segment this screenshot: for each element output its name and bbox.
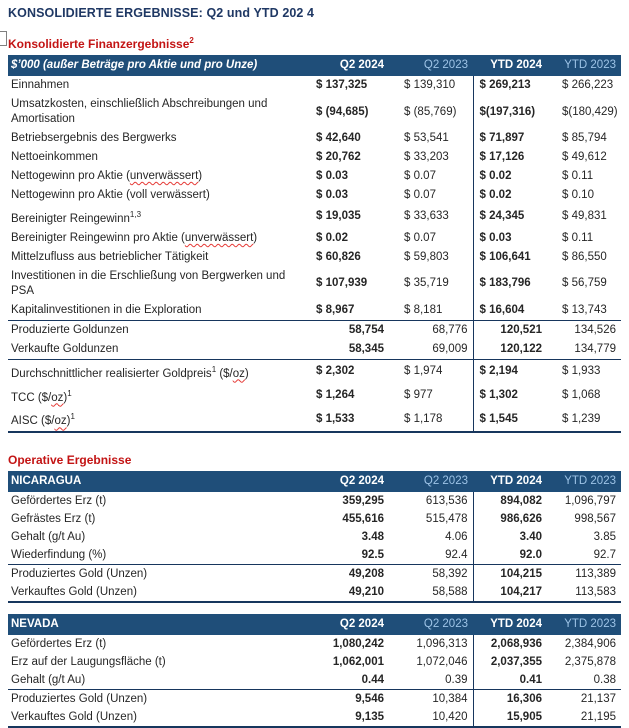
table-row [8,583,621,602]
column-header-q2-2023: Q2 2023 [389,614,473,635]
value-cell: 9,546 [301,690,389,709]
row-label: Einnahmen [11,79,70,91]
operative-results [8,471,621,728]
value-cell: 104,217 [473,583,547,602]
column-header-q2-2024: Q2 2024 [301,471,389,492]
value-cell: $ 1,933 [547,359,621,383]
row-label: Gefrästes Erz (t) [11,513,96,526]
value-cell: $ 139,310 [404,79,456,91]
row-label: Bereinigter Reingewinn$^{1,3}$ [11,210,142,225]
value-cell: 92.0 [473,546,547,565]
footnote-marker: 1 [67,388,72,398]
column-header-ytd-2024: YTD 2024 [473,614,547,635]
column-header-ytd-2023: YTD 2023 [547,614,621,635]
row-label: AISC ($/oz)$^1$ [11,412,75,428]
value-cell: $ 8,967 [316,303,355,316]
row-label: Produzierte Goldunzen [8,320,301,340]
value-cell: $ 42,640 [316,132,361,144]
table-row [8,248,621,267]
value-cell: 0.41 [473,671,547,690]
table-row [8,510,621,528]
spellcheck-underlined-word: unverwässert [184,231,254,244]
table-row [8,301,621,321]
value-cell: $ 0.03 [316,170,348,182]
footnote-marker: 1 [211,364,217,374]
row-label: Verkauftes Gold (Unzen) [11,586,137,599]
value-cell: $ 1,239 [562,412,601,425]
value-cell: $ 0.11 [562,231,594,244]
value-cell: 69,009 [432,342,468,355]
row-label: Erz auf der Laugungsfläche (t) [11,656,166,669]
value-cell: $ 59,803 [404,250,449,263]
row-label: Gehalt (g/t Au) [11,531,86,544]
row-label: Mittelzufluss aus betrieblicher Tätigkeit [11,250,209,263]
footnote-marker: 2 [189,36,194,45]
value-cell: $ 2,194 [473,359,547,383]
value-cell: 1,096,313 [416,638,468,651]
value-cell: 92.5 [361,549,384,562]
table-row [8,690,621,709]
value-cell: $ 1,974 [389,359,473,383]
value-cell: 113,389 [547,565,621,584]
row-label: Gehalt (g/t Au) [11,674,86,687]
value-cell: $ 71,897 [473,129,547,148]
value-cell: $ 1,264 [316,389,355,402]
financial-results-table [8,55,621,433]
table-row [8,359,621,383]
value-cell: 68,776 [389,320,473,340]
column-header-ytd-2024: YTD 2024 [473,55,547,76]
value-cell: $ 0.02 [473,186,547,205]
row-label: Durchschnittlicher realisierter Goldpreis$^1$ ($/oz) [8,359,301,383]
value-cell: $ 0.02 [316,231,348,244]
value-cell: 10,384 [389,690,473,709]
value-cell: $ 1,302 [473,384,547,408]
row-label: Produziertes Gold (Unzen) [8,565,301,584]
table-row [8,167,621,186]
financial-header-row [8,55,621,76]
value-cell: 1,080,242 [332,638,384,651]
row-label: Kapitalinvestitionen in die Exploration [11,303,202,316]
value-cell: $ 0.11 [562,170,594,182]
value-cell: 613,536 [425,495,468,508]
value-cell: 2,068,936 [473,635,547,653]
table-row [8,708,621,727]
value-cell: 2,037,355 [473,653,547,671]
table-row [8,267,621,301]
value-cell: 998,567 [574,513,616,526]
table-row [8,546,621,565]
value-cell: $ 2,302 [301,359,389,383]
table-row [8,320,621,340]
value-cell: $ 33,203 [404,151,449,163]
spellcheck-underlined-word: oz [54,415,67,428]
value-cell: 58,754 [301,320,389,340]
value-cell: 0.39 [445,674,468,687]
window-edge-artifact [0,31,7,46]
section-heading-financial: Konsolidierte Finanzergebnisse$^2$ [8,36,194,51]
value-cell: 0.44 [361,674,384,687]
value-cell: $ 1,545 [473,407,547,432]
section-heading-operative: Operative Ergebnisse [8,453,132,468]
table-row [8,565,621,584]
value-cell: 15,905 [473,708,547,727]
value-cell: $ 16,604 [473,301,547,321]
value-cell: $ 1,068 [562,389,601,402]
value-cell: 515,478 [425,513,468,526]
value-cell: $ 269,213 [473,76,547,95]
value-cell: 1,072,046 [416,656,468,669]
value-cell: 10,420 [432,711,468,724]
value-cell: $ 85,794 [562,132,607,144]
row-label: Verkauftes Gold (Unzen) [11,711,137,724]
value-cell: $(197,316) [473,95,547,129]
row-label: Betriebsergebnis des Bergwerks [11,132,177,144]
operative-header-row [8,471,621,492]
value-cell: $ 60,826 [316,250,361,263]
value-cell: 49,210 [348,586,384,599]
value-cell: $ (85,769) [404,105,457,118]
column-header-q2-2024: Q2 2024 [301,55,389,76]
value-cell: $ 1,178 [404,412,443,425]
table-row [8,653,621,671]
value-cell: 1,096,797 [564,495,616,508]
value-cell: $ 0.07 [404,231,436,244]
value-cell: 3.48 [361,531,384,544]
table-row [8,528,621,546]
value-cell: $ 0.07 [404,189,436,201]
row-label: Umsatzkosten, einschließlich Abschreibungen und Amortisation [11,98,268,125]
table-row [8,384,621,408]
value-cell: 1,062,001 [332,656,384,669]
value-cell: $ 49,612 [562,151,607,163]
value-cell: 3.40 [473,528,547,546]
site-name-header: NICARAGUA [8,471,301,492]
financial-header-label: $’000 (außer Beträge pro Aktie und pro Unze) [8,55,301,76]
value-cell: $ 137,325 [316,79,368,91]
value-cell: $(180,429) [562,105,618,118]
value-cell: 894,082 [473,492,547,510]
table-row [8,148,621,167]
value-cell: $ 266,223 [562,79,614,91]
value-cell: $ 13,743 [562,303,607,316]
table-row [8,671,621,690]
table-row [8,129,621,148]
value-cell: $ 86,550 [562,250,607,263]
value-cell: 9,135 [355,711,384,724]
value-cell: $ 24,345 [473,205,547,229]
value-cell: $ 0.03 [316,189,348,201]
row-label: Gefördertes Erz (t) [11,638,107,651]
table-row [8,76,621,95]
value-cell: 58,392 [389,565,473,584]
row-label: Wiederfindung (%) [11,549,107,562]
site-name-header: NEVADA [8,614,301,635]
value-cell: 2,375,878 [564,656,616,669]
value-cell: $ 56,759 [562,277,607,290]
value-cell: 3.85 [593,531,616,544]
value-cell: $ 20,762 [316,151,361,163]
column-header-q2-2024: Q2 2024 [301,614,389,635]
table-row [8,492,621,510]
row-label: Verkaufte Goldunzen [11,342,119,355]
value-cell: 21,137 [547,690,621,709]
value-cell: 120,122 [473,340,547,360]
value-cell: $ 183,796 [473,267,547,301]
page-title: KONSOLIDIERTE ERGEBNISSE: Q2 und YTD 202 4 [8,6,315,20]
row-label: Nettogewinn pro Aktie (unverwässert) [11,170,203,182]
value-cell: 49,208 [301,565,389,584]
value-cell: $ 1,533 [316,412,355,425]
value-cell: 359,295 [342,495,384,508]
value-cell: $ 0.10 [562,189,594,201]
operative-table-nevada [8,614,621,728]
value-cell: $ 106,641 [473,248,547,267]
value-cell: $ 49,831 [562,210,607,223]
value-cell: 134,526 [547,320,621,340]
value-cell: $ 0.07 [404,170,436,182]
value-cell: $ 0.02 [473,167,547,186]
value-cell: $ 977 [404,389,433,402]
spellcheck-underlined-word: oz [232,367,245,380]
column-header-ytd-2024: YTD 2024 [473,471,547,492]
value-cell: 986,626 [473,510,547,528]
row-label: Bereinigter Reingewinn pro Aktie (unverwässert) [11,231,258,244]
footnote-marker: 1,3 [129,210,142,219]
row-label: Gefördertes Erz (t) [11,495,107,508]
table-row [8,186,621,205]
value-cell: $ (94,685) [316,105,369,118]
row-label: Investitionen in die Erschließung von Bergwerken und PSA [11,269,286,297]
value-cell: 2,384,906 [564,638,616,651]
value-cell: $ 35,719 [404,277,449,290]
operative-header-row [8,614,621,635]
table-row [8,95,621,129]
value-cell: $ 8,181 [404,303,443,316]
value-cell: 58,345 [348,342,384,355]
value-cell: 104,215 [473,565,547,584]
value-cell: 134,779 [574,342,616,355]
table-row [8,340,621,360]
row-label: Nettoeinkommen [11,151,98,163]
table-row [8,407,621,432]
value-cell: 21,195 [580,711,616,724]
column-header-ytd-2023: YTD 2023 [547,55,621,76]
table-row [8,635,621,653]
value-cell: 120,521 [473,320,547,340]
value-cell: 4.06 [445,531,468,544]
spellcheck-underlined-word: unverwässert [129,170,199,182]
row-label: Produziertes Gold (Unzen) [8,690,301,709]
value-cell: 16,306 [473,690,547,709]
spellcheck-underlined-word: oz [51,391,64,404]
table-row [8,229,621,248]
value-cell: $ 0.03 [473,229,547,248]
value-cell: $ 33,633 [404,210,449,223]
value-cell: 92.7 [593,549,616,562]
value-cell: 113,583 [575,586,616,599]
footnote-marker: 1 [70,412,75,422]
value-cell: $ 107,939 [316,277,368,290]
value-cell: $ 17,126 [473,148,547,167]
row-label: TCC ($/oz)$^1$ [11,388,72,404]
column-header-ytd-2023: YTD 2023 [547,471,621,492]
value-cell: $ 19,035 [316,210,361,223]
column-header-q2-2023: Q2 2023 [389,55,473,76]
value-cell: 455,616 [342,513,384,526]
column-header-q2-2023: Q2 2023 [389,471,473,492]
value-cell: $ 53,541 [404,132,449,144]
value-cell: 92.4 [445,549,468,562]
operative-table-nicaragua [8,471,621,603]
row-label: Nettogewinn pro Aktie (voll verwässert) [11,189,210,201]
table-row [8,205,621,229]
value-cell: 0.38 [593,674,616,687]
value-cell: 58,588 [432,586,468,599]
